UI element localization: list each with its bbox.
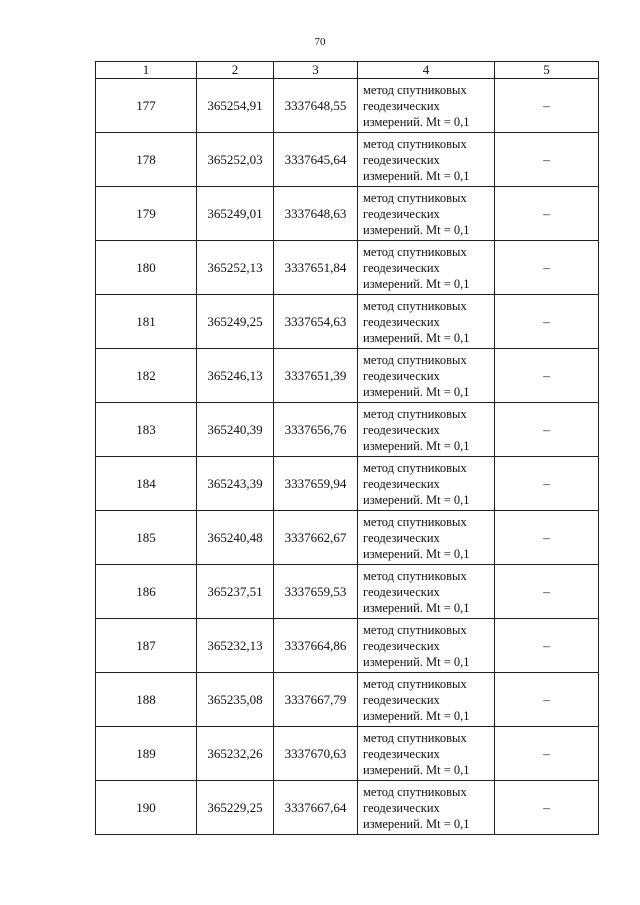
y-coordinate: 3337664,86 (274, 619, 358, 673)
point-number: 185 (96, 511, 197, 565)
method-line-3: измерений. Mt = 0,1 (363, 330, 470, 345)
note: – (495, 565, 599, 619)
table-row (96, 79, 599, 133)
table-row (96, 133, 599, 187)
note: – (495, 727, 599, 781)
method-line-3: измерений. Mt = 0,1 (363, 114, 470, 129)
x-coordinate: 365252,03 (197, 133, 274, 187)
note: – (495, 187, 599, 241)
method-line-2: геодезических (363, 692, 440, 707)
method-line-1: метод спутниковых (363, 514, 467, 529)
method-line-1: метод спутниковых (363, 460, 467, 475)
table-row (96, 349, 599, 403)
point-number: 184 (96, 457, 197, 511)
note: – (495, 673, 599, 727)
point-number: 188 (96, 673, 197, 727)
point-number: 183 (96, 403, 197, 457)
method-description (358, 295, 495, 349)
point-number: 180 (96, 241, 197, 295)
method-description (358, 565, 495, 619)
method-line-3: измерений. Mt = 0,1 (363, 222, 470, 237)
method-line-2: геодезических (363, 800, 440, 815)
y-coordinate: 3337651,84 (274, 241, 358, 295)
method-description (358, 349, 495, 403)
y-coordinate: 3337667,79 (274, 673, 358, 727)
note: – (495, 133, 599, 187)
method-line-3: измерений. Mt = 0,1 (363, 654, 470, 669)
table-row (96, 457, 599, 511)
table-row (96, 673, 599, 727)
method-line-2: геодезических (363, 476, 440, 491)
method-description (358, 403, 495, 457)
y-coordinate: 3337662,67 (274, 511, 358, 565)
method-line-3: измерений. Mt = 0,1 (363, 762, 470, 777)
note: – (495, 349, 599, 403)
x-coordinate: 365240,39 (197, 403, 274, 457)
method-line-2: геодезических (363, 206, 440, 221)
note: – (495, 511, 599, 565)
table-row (96, 187, 599, 241)
y-coordinate: 3337667,64 (274, 781, 358, 835)
method-line-2: геодезических (363, 422, 440, 437)
method-line-1: метод спутниковых (363, 352, 467, 367)
point-number: 182 (96, 349, 197, 403)
y-coordinate: 3337656,76 (274, 403, 358, 457)
point-number: 190 (96, 781, 197, 835)
method-line-1: метод спутниковых (363, 406, 467, 421)
method-line-1: метод спутниковых (363, 730, 467, 745)
header-col-2: 2 (197, 62, 274, 79)
y-coordinate: 3337659,94 (274, 457, 358, 511)
coordinates-table (95, 61, 599, 835)
note: – (495, 403, 599, 457)
table-row (96, 241, 599, 295)
method-description (358, 241, 495, 295)
method-line-3: измерений. Mt = 0,1 (363, 384, 470, 399)
header-row (96, 62, 599, 79)
method-line-3: измерений. Mt = 0,1 (363, 492, 470, 507)
x-coordinate: 365246,13 (197, 349, 274, 403)
method-line-2: геодезических (363, 260, 440, 275)
x-coordinate: 365254,91 (197, 79, 274, 133)
method-line-2: геодезических (363, 314, 440, 329)
table-row (96, 295, 599, 349)
method-line-1: метод спутниковых (363, 622, 467, 637)
method-line-1: метод спутниковых (363, 568, 467, 583)
y-coordinate: 3337645,64 (274, 133, 358, 187)
method-line-3: измерений. Mt = 0,1 (363, 546, 470, 561)
header-col-1: 1 (96, 62, 197, 79)
table-row (96, 403, 599, 457)
page-number: 70 (314, 36, 326, 48)
point-number: 186 (96, 565, 197, 619)
method-description (358, 781, 495, 835)
method-line-2: геодезических (363, 530, 440, 545)
note: – (495, 457, 599, 511)
note: – (495, 295, 599, 349)
table-row (96, 511, 599, 565)
method-line-1: метод спутниковых (363, 784, 467, 799)
table-row (96, 565, 599, 619)
y-coordinate: 3337659,53 (274, 565, 358, 619)
method-line-2: геодезических (363, 368, 440, 383)
method-line-2: геодезических (363, 746, 440, 761)
method-line-2: геодезических (363, 98, 440, 113)
note: – (495, 241, 599, 295)
method-line-1: метод спутниковых (363, 82, 467, 97)
method-description (358, 457, 495, 511)
note: – (495, 79, 599, 133)
method-line-2: геодезических (363, 152, 440, 167)
x-coordinate: 365232,13 (197, 619, 274, 673)
point-number: 179 (96, 187, 197, 241)
x-coordinate: 365232,26 (197, 727, 274, 781)
method-line-1: метод спутниковых (363, 676, 467, 691)
point-number: 178 (96, 133, 197, 187)
note: – (495, 619, 599, 673)
method-line-3: измерений. Mt = 0,1 (363, 708, 470, 723)
method-line-2: геодезических (363, 638, 440, 653)
method-line-1: метод спутниковых (363, 298, 467, 313)
x-coordinate: 365243,39 (197, 457, 274, 511)
y-coordinate: 3337654,63 (274, 295, 358, 349)
header-col-3: 3 (274, 62, 358, 79)
table-row (96, 619, 599, 673)
method-description (358, 619, 495, 673)
method-description (358, 79, 495, 133)
point-number: 187 (96, 619, 197, 673)
table-row (96, 781, 599, 835)
method-line-3: измерений. Mt = 0,1 (363, 168, 470, 183)
method-line-2: геодезических (363, 584, 440, 599)
x-coordinate: 365249,01 (197, 187, 274, 241)
note: – (495, 781, 599, 835)
method-description (358, 673, 495, 727)
x-coordinate: 365240,48 (197, 511, 274, 565)
method-description (358, 511, 495, 565)
method-line-3: измерений. Mt = 0,1 (363, 600, 470, 615)
method-line-3: измерений. Mt = 0,1 (363, 276, 470, 291)
point-number: 177 (96, 79, 197, 133)
method-description (358, 727, 495, 781)
method-description (358, 133, 495, 187)
point-number: 189 (96, 727, 197, 781)
table-body (96, 79, 599, 835)
y-coordinate: 3337651,39 (274, 349, 358, 403)
x-coordinate: 365237,51 (197, 565, 274, 619)
method-line-1: метод спутниковых (363, 244, 467, 259)
table-row (96, 727, 599, 781)
method-line-3: измерений. Mt = 0,1 (363, 438, 470, 453)
method-description (358, 187, 495, 241)
method-line-3: измерений. Mt = 0,1 (363, 816, 470, 831)
method-line-1: метод спутниковых (363, 136, 467, 151)
y-coordinate: 3337648,55 (274, 79, 358, 133)
x-coordinate: 365252,13 (197, 241, 274, 295)
x-coordinate: 365229,25 (197, 781, 274, 835)
x-coordinate: 365235,08 (197, 673, 274, 727)
header-col-5: 5 (495, 62, 599, 79)
header-col-4: 4 (358, 62, 495, 79)
y-coordinate: 3337648,63 (274, 187, 358, 241)
method-line-1: метод спутниковых (363, 190, 467, 205)
y-coordinate: 3337670,63 (274, 727, 358, 781)
x-coordinate: 365249,25 (197, 295, 274, 349)
point-number: 181 (96, 295, 197, 349)
